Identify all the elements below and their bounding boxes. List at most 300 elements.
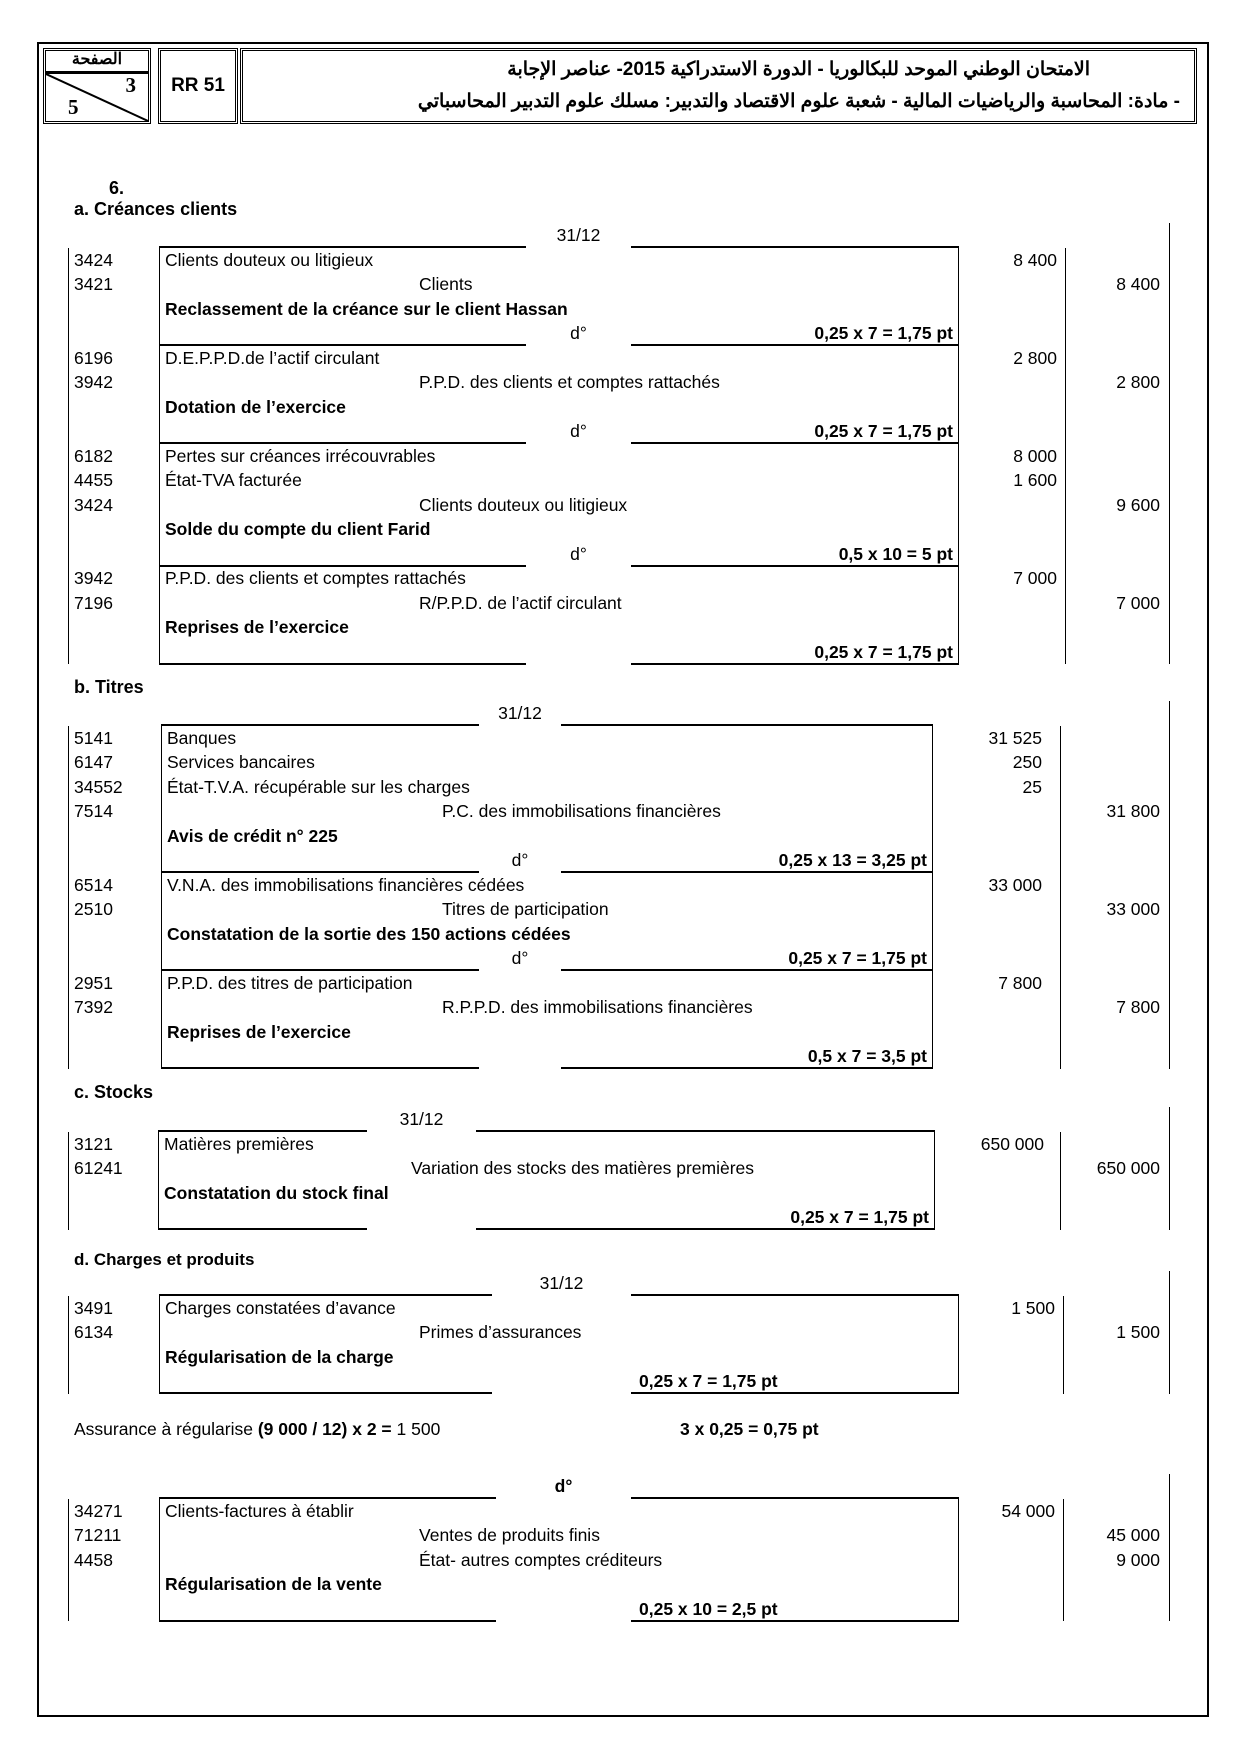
- debit-divider: [1065, 493, 1066, 518]
- journal-row: [0, 444, 1240, 469]
- entry-box: [161, 726, 933, 751]
- journal-row: [0, 468, 1240, 493]
- page-current: 3: [125, 73, 136, 97]
- debit-account-label: D.E.P.P.D.de l’actif circulant: [165, 347, 380, 368]
- debit-divider: [1063, 1369, 1064, 1394]
- debit-amount: 1 600: [1013, 470, 1057, 490]
- left-rule: [68, 922, 69, 947]
- debit-divider: [1060, 1181, 1061, 1206]
- left-rule: [68, 873, 69, 898]
- assurance-note: [74, 1419, 440, 1440]
- page-label: الصفحة: [46, 51, 148, 74]
- account-code: 2951: [74, 972, 113, 993]
- journal-row: [0, 1296, 1240, 1321]
- date-label: d°: [511, 850, 529, 870]
- right-rule: [1169, 615, 1170, 640]
- entry-caption: Régularisation de la vente: [165, 1574, 382, 1594]
- entry-points: 0,25 x 7 = 1,75 pt: [814, 323, 953, 343]
- left-rule: [68, 1320, 69, 1345]
- entry-caption: Reprises de l’exercice: [167, 1021, 351, 1042]
- debit-divider: [1063, 1597, 1064, 1622]
- debit-divider: [1060, 1205, 1061, 1230]
- left-rule: [68, 370, 69, 395]
- journal-row: [0, 1181, 1240, 1206]
- journal-row: [0, 370, 1240, 395]
- journal-row: [0, 1474, 1240, 1499]
- left-rule: [68, 1369, 69, 1394]
- right-rule: [1169, 1181, 1170, 1206]
- debit-divider: [1060, 1044, 1061, 1069]
- entry-box: [159, 1369, 959, 1394]
- section-heading-c: c. Stocks: [74, 1082, 154, 1102]
- journal-row: [0, 995, 1240, 1020]
- debit-divider: [1063, 1320, 1064, 1345]
- debit-divider: [1060, 750, 1061, 775]
- credit-account-label: R.P.P.D. des immobilisations financières: [442, 997, 753, 1017]
- debit-divider: [1065, 640, 1066, 665]
- separator-line: [158, 1228, 367, 1230]
- debit-divider: [1065, 591, 1066, 616]
- entry-points: 0,25 x 7 = 1,75 pt: [814, 641, 953, 662]
- debit-divider: [1063, 1296, 1064, 1321]
- journal-row: [0, 419, 1240, 444]
- left-rule: [68, 542, 69, 567]
- right-rule: [1169, 297, 1170, 322]
- journal-row: [0, 1499, 1240, 1524]
- exam-subject: - مادة: المحاسبة والرياضيات المالية - شعبة علوم الاقتصاد والتدبير: مسلك علوم التدبير المحاسباتي: [417, 91, 1180, 112]
- account-code: 2510: [74, 899, 113, 919]
- right-rule: [1169, 848, 1170, 873]
- debit-amount: 54 000: [1001, 1500, 1055, 1521]
- right-rule: [1169, 346, 1170, 371]
- right-rule: [1169, 1107, 1170, 1132]
- journal-row: [0, 1369, 1240, 1394]
- journal-row: [0, 517, 1240, 542]
- debit-divider: [1060, 1156, 1061, 1181]
- assurance-text: Assurance à régularise: [74, 1419, 258, 1439]
- debit-amount: 650 000: [980, 1133, 1044, 1154]
- debit-amount: 2 800: [1013, 347, 1057, 368]
- left-rule: [68, 395, 69, 420]
- left-rule: [68, 591, 69, 616]
- journal-row: [0, 873, 1240, 898]
- left-rule: [68, 272, 69, 297]
- left-rule: [68, 897, 69, 922]
- debit-divider: [1065, 297, 1066, 322]
- account-code: 3491: [74, 1297, 113, 1318]
- exam-title: الامتحان الوطني الموحد للبكالوريا - الدورة الاستدراكية 2015- عناصر الإجابة: [507, 59, 1090, 80]
- debit-divider: [1063, 1499, 1064, 1524]
- debit-divider: [1063, 1345, 1064, 1370]
- right-rule: [1169, 419, 1170, 444]
- debit-amount: 7 800: [998, 972, 1042, 993]
- question-number: 6.: [109, 178, 125, 198]
- date-label: d°: [570, 543, 587, 564]
- journal-row: [0, 1320, 1240, 1345]
- debit-divider: [1065, 468, 1066, 493]
- left-rule: [68, 1020, 69, 1045]
- account-code: 3424: [74, 249, 113, 270]
- right-rule: [1169, 1205, 1170, 1230]
- debit-divider: [1060, 848, 1061, 873]
- right-rule: [1169, 1296, 1170, 1321]
- journal-row: [0, 395, 1240, 420]
- date-label: d°: [570, 421, 587, 441]
- entry-points: 0,5 x 7 = 3,5 pt: [807, 1046, 927, 1066]
- right-rule: [1169, 799, 1170, 824]
- journal-row: [0, 615, 1240, 640]
- page-total: 5: [68, 95, 79, 119]
- debit-amount: 250: [1012, 752, 1042, 772]
- credit-account-label: Variation des stocks des matières premières: [411, 1158, 755, 1178]
- left-rule: [68, 848, 69, 873]
- right-rule: [1169, 946, 1170, 971]
- left-rule: [68, 995, 69, 1020]
- journal-row: [0, 701, 1240, 726]
- separator-line: [631, 1620, 959, 1622]
- credit-account-label: Clients: [419, 274, 473, 294]
- right-rule: [1169, 1345, 1170, 1370]
- left-rule: [68, 1597, 69, 1622]
- entry-caption: Avis de crédit n° 225: [167, 825, 338, 846]
- debit-account-label: Charges constatées d’avance: [165, 1297, 396, 1318]
- debit-amount: 8 000: [1013, 445, 1057, 466]
- debit-divider: [1065, 321, 1066, 346]
- debit-divider: [1060, 971, 1061, 996]
- debit-amount: 33 000: [988, 874, 1042, 895]
- account-code: 7196: [74, 592, 113, 613]
- credit-account-label: Ventes de produits finis: [419, 1525, 600, 1545]
- right-rule: [1169, 321, 1170, 346]
- right-rule: [1169, 493, 1170, 518]
- left-rule: [68, 1181, 69, 1206]
- journal-row: [0, 1345, 1240, 1370]
- debit-divider: [1060, 995, 1061, 1020]
- journal-row: [0, 346, 1240, 371]
- debit-divider: [1065, 419, 1066, 444]
- right-rule: [1169, 1044, 1170, 1069]
- journal-row: [0, 848, 1240, 873]
- entry-points: 0,5 x 10 = 5 pt: [838, 543, 953, 564]
- debit-divider: [1060, 824, 1061, 849]
- debit-divider: [1060, 775, 1061, 800]
- left-rule: [68, 971, 69, 996]
- journal-row: [0, 223, 1240, 248]
- date-label: 31/12: [498, 703, 542, 723]
- right-rule: [1169, 873, 1170, 898]
- left-rule: [68, 468, 69, 493]
- account-code: 6182: [74, 445, 113, 466]
- section-heading-d: d. Charges et produits: [74, 1250, 255, 1269]
- debit-divider: [1065, 272, 1066, 297]
- entry-caption: Régularisation de la charge: [165, 1346, 394, 1367]
- right-rule: [1169, 1369, 1170, 1394]
- debit-divider: [1065, 566, 1066, 591]
- separator-line: [159, 1392, 492, 1394]
- account-code: 3942: [74, 568, 113, 588]
- account-code: 34271: [74, 1500, 123, 1521]
- left-rule: [68, 346, 69, 371]
- date-label: d°: [570, 323, 587, 343]
- right-rule: [1169, 1499, 1170, 1524]
- left-rule: [68, 615, 69, 640]
- exam-title-box: [240, 48, 1197, 124]
- account-code: 3421: [74, 274, 113, 294]
- right-rule: [1169, 1156, 1170, 1181]
- journal-row: [0, 1548, 1240, 1573]
- journal-row: [0, 1271, 1240, 1296]
- left-rule: [68, 1499, 69, 1524]
- left-rule: [68, 1548, 69, 1573]
- right-rule: [1169, 444, 1170, 469]
- right-rule: [1169, 1132, 1170, 1157]
- date-label: d°: [511, 948, 529, 968]
- debit-account-label: Services bancaires: [167, 752, 315, 772]
- credit-amount: 7 800: [1116, 997, 1160, 1017]
- account-code: 7392: [74, 997, 113, 1017]
- journal-row: [0, 971, 1240, 996]
- account-code: 34552: [74, 776, 123, 797]
- debit-divider: [1060, 726, 1061, 751]
- debit-divider: [1065, 444, 1066, 469]
- left-rule: [68, 1044, 69, 1069]
- debit-divider: [1060, 873, 1061, 898]
- debit-account-label: Banques: [167, 727, 237, 748]
- separator-line: [631, 663, 959, 665]
- left-rule: [68, 946, 69, 971]
- journal-row: [0, 566, 1240, 591]
- journal-row: [0, 640, 1240, 665]
- journal-row: [0, 297, 1240, 322]
- credit-amount: 650 000: [1096, 1158, 1160, 1178]
- debit-account-label: État-T.V.A. récupérable sur les charges: [167, 776, 470, 797]
- entry-caption: Reclassement de la créance sur le client Hassan: [165, 298, 568, 319]
- account-code: 6147: [74, 752, 113, 772]
- date-label: 31/12: [399, 1109, 444, 1129]
- journal-row: [0, 897, 1240, 922]
- right-rule: [1169, 591, 1170, 616]
- journal-row: [0, 272, 1240, 297]
- journal-row: [0, 750, 1240, 775]
- journal-row: [0, 799, 1240, 824]
- account-code: 3121: [74, 1133, 113, 1154]
- right-rule: [1169, 775, 1170, 800]
- journal-row: [0, 1107, 1240, 1132]
- credit-amount: 45 000: [1106, 1525, 1160, 1545]
- right-rule: [1169, 1523, 1170, 1548]
- assurance-formula: (9 000 / 12) x 2 =: [257, 1419, 392, 1439]
- right-rule: [1169, 468, 1170, 493]
- credit-amount: 31 800: [1106, 801, 1160, 821]
- debit-amount: 25: [1022, 776, 1042, 797]
- right-rule: [1169, 1474, 1170, 1499]
- right-rule: [1169, 566, 1170, 591]
- journal-row: [0, 726, 1240, 751]
- credit-amount: 7 000: [1116, 592, 1160, 613]
- debit-divider: [1065, 517, 1066, 542]
- debit-divider: [1060, 897, 1061, 922]
- left-rule: [68, 799, 69, 824]
- journal-row: [0, 1205, 1240, 1230]
- journal-row: [0, 1132, 1240, 1157]
- assurance-result: 1 500: [391, 1419, 441, 1439]
- debit-account-label: Pertes sur créances irrécouvrables: [165, 445, 436, 466]
- entry-points: 0,25 x 7 = 1,75 pt: [790, 1207, 929, 1227]
- account-code: 6514: [74, 874, 113, 895]
- right-rule: [1169, 897, 1170, 922]
- account-code: 4455: [74, 470, 113, 490]
- left-rule: [68, 1572, 69, 1597]
- credit-account-label: Titres de participation: [442, 899, 609, 919]
- separator-line: [161, 1067, 479, 1069]
- right-rule: [1169, 517, 1170, 542]
- journal-row: [0, 1156, 1240, 1181]
- credit-account-label: P.C. des immobilisations financières: [442, 801, 721, 821]
- journal-row: [0, 248, 1240, 273]
- left-rule: [68, 1205, 69, 1230]
- left-rule: [68, 775, 69, 800]
- journal-row: [0, 946, 1240, 971]
- exam-code: RR 51: [158, 48, 238, 124]
- account-code: 6134: [74, 1322, 113, 1342]
- debit-divider: [1065, 542, 1066, 567]
- right-rule: [1169, 971, 1170, 996]
- journal-row: [0, 1044, 1240, 1069]
- credit-account-label: R/P.P.D. de l’actif circulant: [419, 592, 622, 613]
- right-rule: [1169, 272, 1170, 297]
- right-rule: [1169, 1271, 1170, 1296]
- debit-amount: 8 400: [1013, 249, 1057, 270]
- account-code: 3424: [74, 494, 113, 515]
- debit-divider: [1060, 799, 1061, 824]
- separator-line: [631, 1392, 959, 1394]
- right-rule: [1169, 1320, 1170, 1345]
- account-code: 4458: [74, 1549, 113, 1570]
- date-label: 31/12: [556, 225, 601, 245]
- journal-row: [0, 321, 1240, 346]
- account-code: 7514: [74, 801, 113, 821]
- separator-line: [476, 1228, 935, 1230]
- entry-points: 0,25 x 7 = 1,75 pt: [639, 1371, 778, 1391]
- debit-divider: [1060, 1020, 1061, 1045]
- right-rule: [1169, 922, 1170, 947]
- left-rule: [68, 493, 69, 518]
- assurance-points: 3 x 0,25 = 0,75 pt: [680, 1419, 819, 1439]
- entry-caption: Dotation de l’exercice: [165, 396, 346, 417]
- debit-amount: 7 000: [1013, 568, 1057, 588]
- left-rule: [68, 566, 69, 591]
- right-rule: [1169, 1548, 1170, 1573]
- journal-row: [0, 1597, 1240, 1622]
- account-code: 5141: [74, 727, 113, 748]
- entry-points: 0,25 x 10 = 2,5 pt: [639, 1598, 778, 1619]
- debit-divider: [1065, 615, 1066, 640]
- left-rule: [68, 1345, 69, 1370]
- debit-divider: [1063, 1523, 1064, 1548]
- journal-row: [0, 775, 1240, 800]
- left-rule: [68, 824, 69, 849]
- date-label: 31/12: [539, 1273, 584, 1293]
- entry-caption: Constatation de la sortie des 150 actions cédées: [167, 923, 571, 944]
- account-code: 71211: [74, 1525, 122, 1545]
- debit-account-label: Clients douteux ou litigieux: [165, 249, 374, 270]
- right-rule: [1169, 1020, 1170, 1045]
- entry-box: [159, 272, 959, 297]
- entry-points: 0,25 x 13 = 3,25 pt: [778, 850, 927, 870]
- journal-row: [0, 591, 1240, 616]
- debit-account-label: État-TVA facturée: [165, 470, 302, 490]
- entry-caption: Solde du compte du client Farid: [165, 519, 431, 539]
- credit-amount: 9 600: [1116, 494, 1160, 515]
- debit-divider: [1065, 395, 1066, 420]
- left-rule: [68, 248, 69, 273]
- account-code: 61241: [74, 1158, 123, 1178]
- debit-divider: [1065, 370, 1066, 395]
- separator-line: [159, 1620, 496, 1622]
- left-rule: [68, 419, 69, 444]
- journal-row: [0, 922, 1240, 947]
- credit-account-label: Primes d’assurances: [419, 1322, 582, 1342]
- debit-account-label: Matières premières: [164, 1133, 314, 1154]
- debit-divider: [1065, 248, 1066, 273]
- entry-box: [159, 1597, 959, 1622]
- left-rule: [68, 321, 69, 346]
- right-rule: [1169, 701, 1170, 726]
- debit-account-label: Clients-factures à établir: [165, 1500, 354, 1521]
- journal-row: [0, 824, 1240, 849]
- credit-amount: 9 000: [1116, 1549, 1160, 1570]
- debit-divider: [1065, 346, 1066, 371]
- credit-amount: 2 800: [1116, 372, 1160, 392]
- journal-row: [0, 493, 1240, 518]
- credit-account-label: P.P.D. des clients et comptes rattachés: [419, 372, 720, 392]
- debit-account-label: P.P.D. des clients et comptes rattachés: [165, 568, 466, 588]
- separator-line: [159, 663, 526, 665]
- right-rule: [1169, 824, 1170, 849]
- credit-amount: 33 000: [1106, 899, 1160, 919]
- left-rule: [68, 1296, 69, 1321]
- debit-divider: [1060, 1132, 1061, 1157]
- credit-account-label: État- autres comptes créditeurs: [419, 1549, 663, 1570]
- debit-amount: 31 525: [988, 727, 1042, 748]
- right-rule: [1169, 395, 1170, 420]
- right-rule: [1169, 750, 1170, 775]
- section-heading-b: b. Titres: [74, 677, 144, 697]
- left-rule: [68, 1156, 69, 1181]
- entry-caption: Constatation du stock final: [164, 1182, 389, 1203]
- left-rule: [68, 1523, 69, 1548]
- journal-row: [0, 1572, 1240, 1597]
- debit-amount: 1 500: [1011, 1297, 1055, 1318]
- journal-row: [0, 1523, 1240, 1548]
- debit-divider: [1063, 1548, 1064, 1573]
- entry-points: 0,25 x 7 = 1,75 pt: [788, 948, 927, 968]
- credit-account-label: Clients douteux ou litigieux: [419, 494, 628, 515]
- right-rule: [1169, 370, 1170, 395]
- debit-divider: [1063, 1572, 1064, 1597]
- debit-divider: [1060, 946, 1061, 971]
- journal-row: [0, 1020, 1240, 1045]
- date-label: d°: [554, 1476, 573, 1496]
- right-rule: [1169, 542, 1170, 567]
- left-rule: [68, 1132, 69, 1157]
- debit-divider: [1060, 922, 1061, 947]
- separator-line: [561, 1067, 933, 1069]
- debit-account-label: P.P.D. des titres de participation: [167, 972, 413, 993]
- left-rule: [68, 444, 69, 469]
- entry-caption: Reprises de l’exercice: [165, 617, 349, 637]
- right-rule: [1169, 640, 1170, 665]
